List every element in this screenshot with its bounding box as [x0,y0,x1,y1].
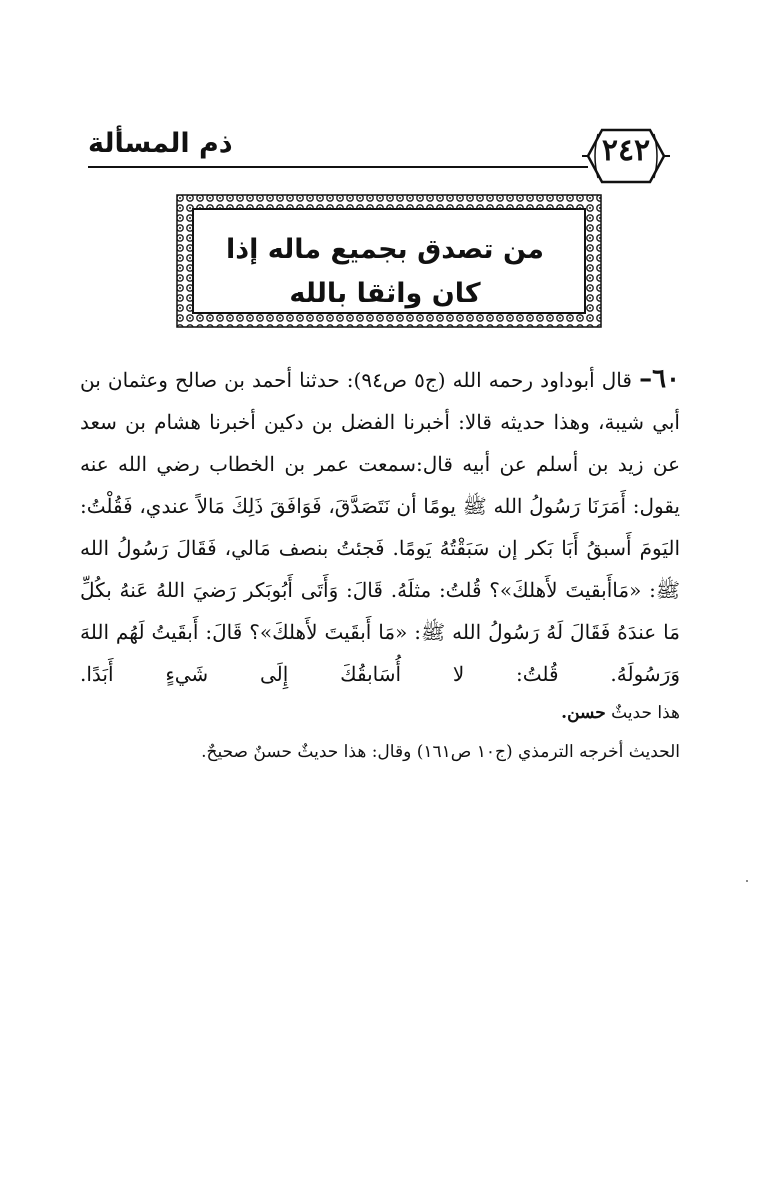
hadith-verdict [330,703,680,723]
header-rule [88,166,588,168]
hadith-text-block [80,358,680,695]
hadith-text: قال أبوداود رحمه الله (ج٥ ص٩٤): حدثنا أحمد بن صالح وعثمان بن أبي شيبة، وهذا حديثه قالا: أخبرنا الفضل بن دكين أخبرنا هشام بن سعد عن زيد بن أسلم عن أبيه قال:سمعت عمر بن الخطاب رضي الله عنه يقول: أَمَرَنَا رَسُولُ الله ﷺ يومًا أن نَتَصَدَّقَ، فَوَافَقَ ذَلِكَ مَالاً عندي، فَقُلْتُ: اليَومَ أَسبقُ أَبَا بَكر إن سَبَقْتُهُ يَومًا. فَجئتُ بنصف مَالي، فَقَالَ رَسُولُ الله ﷺ: «مَاأَبقيتَ لأَهلكَ»؟ قُلتُ: مثلَهُ. قَالَ: وَأَتَى أَبُوبَكر رَضيَ اللهُ عَنهُ بكُلِّ مَا عندَهُ فَقَالَ لَهُ رَسُولُ الله ﷺ: «مَا أَبقَيتَ لأَهلكَ»؟ قَالَ: أَبقَيتُ لَهُم اللهَ وَرَسُولَهُ. قُلتُ: لا أُسَابقُكَ إِلَى شَيءٍ أَبَدًا. [80,368,680,686]
page-number: ٢٤٢ [601,133,651,168]
scan-speck [746,880,748,882]
footnote: الحديث أخرجه الترمذي (ج١٠ ص١٦١) وقال: هذا حديثٌ حسنٌ صحيحٌ. [201,742,680,762]
hadith-number: ٦٠– [639,364,680,394]
verdict-prefix: هذا حديثٌ [611,703,680,723]
running-title: ذم المسألة [88,128,233,159]
section-title: من تصدق بجميع ماله إذا كان واثقا بالله [226,234,544,309]
verdict-grade: حسن. [561,703,606,723]
